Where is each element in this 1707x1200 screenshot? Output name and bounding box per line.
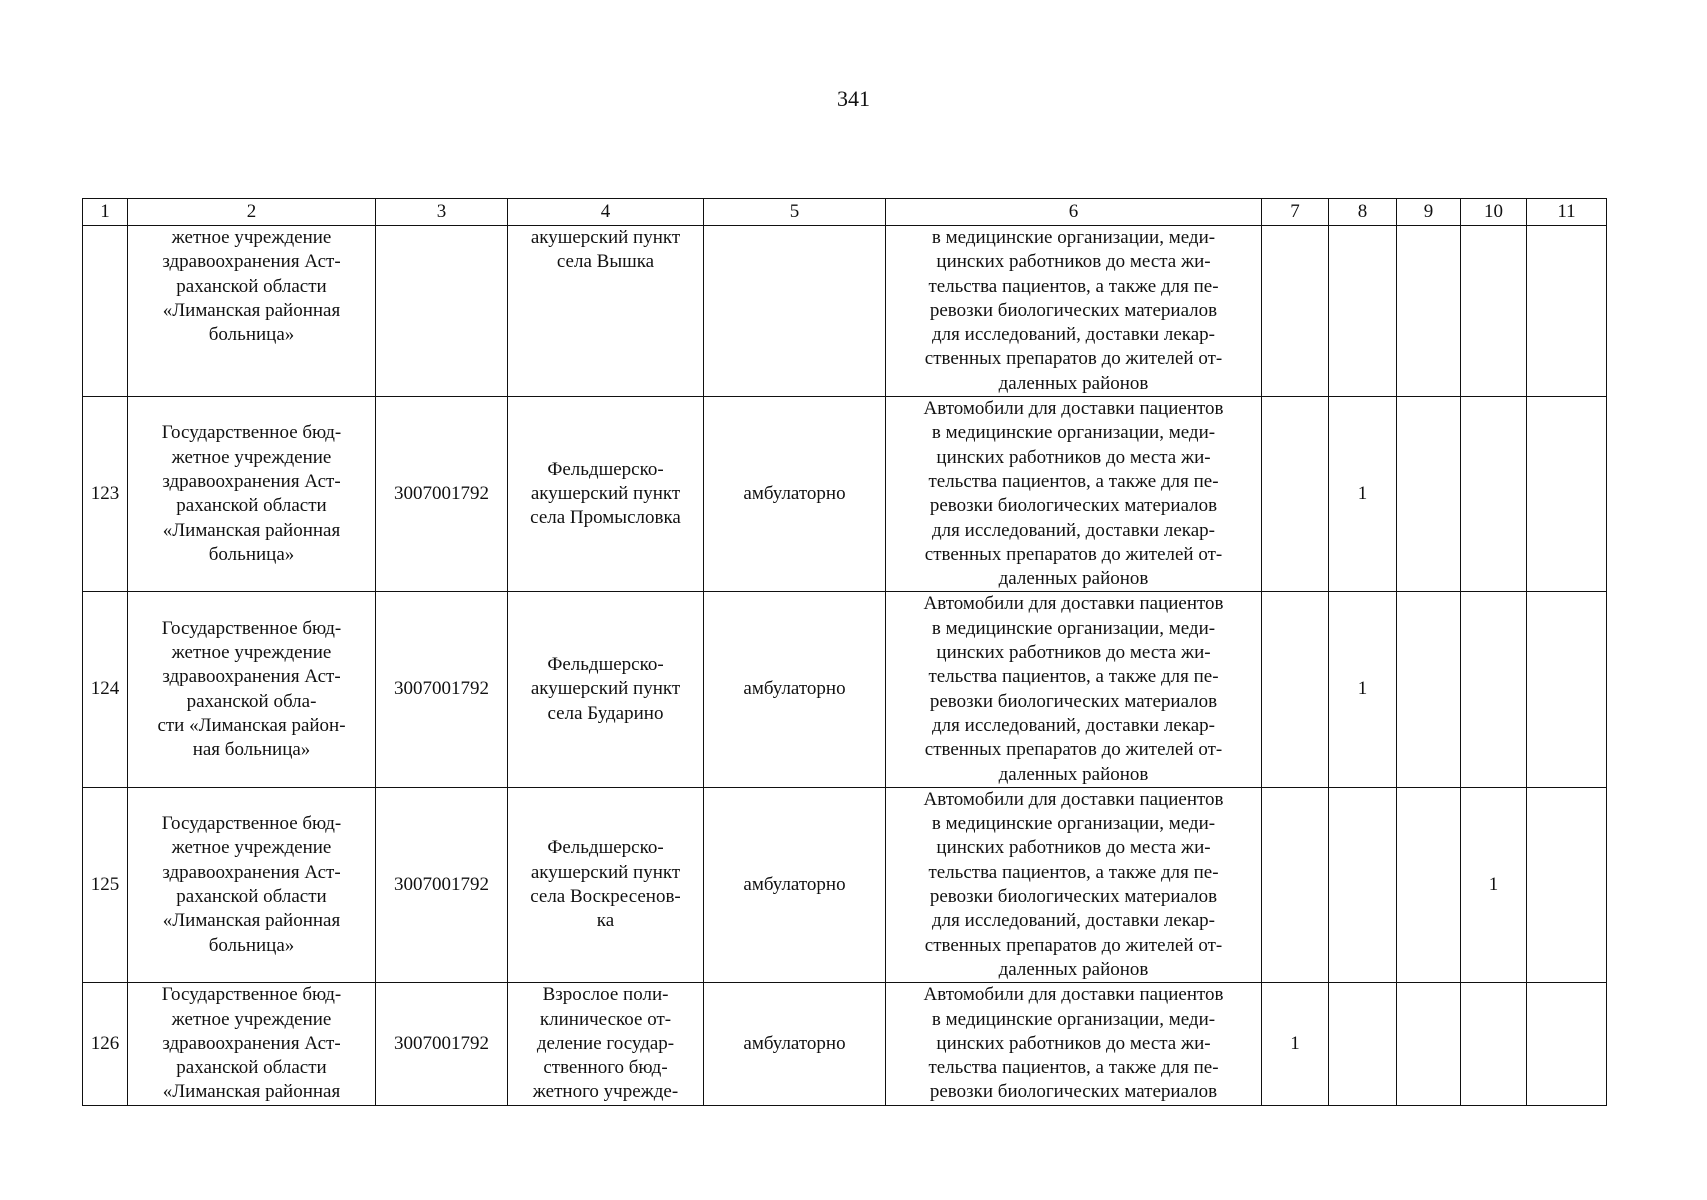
care-mode	[704, 226, 886, 397]
count-col-10	[1461, 226, 1527, 397]
count-col-8	[1329, 787, 1397, 982]
row-number: 124	[83, 592, 128, 787]
count-col-8	[1329, 983, 1397, 1105]
column-header-5: 5	[704, 199, 886, 226]
count-col-9	[1397, 787, 1461, 982]
column-header-11: 11	[1527, 199, 1607, 226]
equipment-table	[82, 198, 1607, 1106]
column-header-10: 10	[1461, 199, 1527, 226]
organization-name: Государственное бюд- жетное учреждение здравоохранения Аст- раханской обла- сти «Лиманская район- ная больница»	[128, 592, 376, 787]
column-header-3: 3	[376, 199, 508, 226]
count-col-11	[1527, 226, 1607, 397]
count-col-11	[1527, 787, 1607, 982]
unit-name: Фельдшерско- акушерский пункт села Бударино	[508, 592, 704, 787]
count-col-7	[1262, 397, 1329, 592]
care-mode: амбулаторно	[704, 983, 886, 1105]
column-header-6: 6	[886, 199, 1262, 226]
count-col-9	[1397, 226, 1461, 397]
count-col-9	[1397, 983, 1461, 1105]
column-header-1: 1	[83, 199, 128, 226]
count-col-11	[1527, 397, 1607, 592]
vehicle-purpose: Автомобили для доставки пациентов в медицинские организации, меди- цинских работников до места жи- тельства пациентов, а также для пе- ревозки биологических материалов для исследований, доставки лекар- ственных препаратов до жителей от- даленных районов	[886, 397, 1262, 592]
table-row	[83, 592, 1607, 787]
vehicle-purpose: Автомобили для доставки пациентов в медицинские организации, меди- цинских работников до места жи- тельства пациентов, а также для пе- ревозки биологических материалов для исследований, доставки лекар- ственных препаратов до жителей от- даленных районов	[886, 592, 1262, 787]
column-header-8: 8	[1329, 199, 1397, 226]
count-col-7	[1262, 226, 1329, 397]
vehicle-purpose: Автомобили для доставки пациентов в медицинские организации, меди- цинских работников до места жи- тельства пациентов, а также для пе- ревозки биологических материалов для исследований, доставки лекар- ственных препаратов до жителей от- даленных районов	[886, 787, 1262, 982]
count-col-10	[1461, 397, 1527, 592]
count-col-10	[1461, 983, 1527, 1105]
table-row	[83, 226, 1607, 397]
unit-name: Фельдшерско- акушерский пункт села Воскресенов- ка	[508, 787, 704, 982]
inn-code	[376, 226, 508, 397]
care-mode: амбулаторно	[704, 787, 886, 982]
organization-name: Государственное бюд- жетное учреждение здравоохранения Аст- раханской области «Лиманская районная больница»	[128, 397, 376, 592]
table-row	[83, 397, 1607, 592]
unit-name: Фельдшерско- акушерский пункт села Промысловка	[508, 397, 704, 592]
row-number: 123	[83, 397, 128, 592]
count-col-7: 1	[1262, 983, 1329, 1105]
column-header-2: 2	[128, 199, 376, 226]
inn-code: 3007001792	[376, 983, 508, 1105]
unit-name: акушерский пункт села Вышка	[508, 226, 704, 397]
care-mode: амбулаторно	[704, 397, 886, 592]
row-number: 125	[83, 787, 128, 982]
count-col-8: 1	[1329, 397, 1397, 592]
count-col-10	[1461, 592, 1527, 787]
count-col-8	[1329, 226, 1397, 397]
care-mode: амбулаторно	[704, 592, 886, 787]
table-row	[83, 787, 1607, 982]
unit-name: Взрослое поли- клиническое от- деление государ- ственного бюд- жетного учрежде-	[508, 983, 704, 1105]
inn-code: 3007001792	[376, 787, 508, 982]
column-header-4: 4	[508, 199, 704, 226]
count-col-7	[1262, 787, 1329, 982]
count-col-10: 1	[1461, 787, 1527, 982]
column-header-7: 7	[1262, 199, 1329, 226]
row-number	[83, 226, 128, 397]
table-row	[83, 983, 1607, 1105]
count-col-11	[1527, 592, 1607, 787]
inn-code: 3007001792	[376, 397, 508, 592]
count-col-9	[1397, 592, 1461, 787]
count-col-7	[1262, 592, 1329, 787]
count-col-9	[1397, 397, 1461, 592]
organization-name: жетное учреждение здравоохранения Аст- раханской области «Лиманская районная больница»	[128, 226, 376, 397]
vehicle-purpose: в медицинские организации, меди- цинских работников до места жи- тельства пациентов, а также для пе- ревозки биологических материалов для исследований, доставки лекар- ственных препаратов до жителей от- даленных районов	[886, 226, 1262, 397]
vehicle-purpose: Автомобили для доставки пациентов в медицинские организации, меди- цинских работников до места жи- тельства пациентов, а также для пе- ревозки биологических материалов	[886, 983, 1262, 1105]
organization-name: Государственное бюд- жетное учреждение здравоохранения Аст- раханской области «Лиманская районная больница»	[128, 787, 376, 982]
inn-code: 3007001792	[376, 592, 508, 787]
count-col-11	[1527, 983, 1607, 1105]
column-header-9: 9	[1397, 199, 1461, 226]
count-col-8: 1	[1329, 592, 1397, 787]
header-row	[83, 199, 1607, 226]
page-number: 341	[837, 86, 870, 111]
row-number: 126	[83, 983, 128, 1105]
organization-name: Государственное бюд- жетное учреждение здравоохранения Аст- раханской области «Лиманская районная	[128, 983, 376, 1105]
